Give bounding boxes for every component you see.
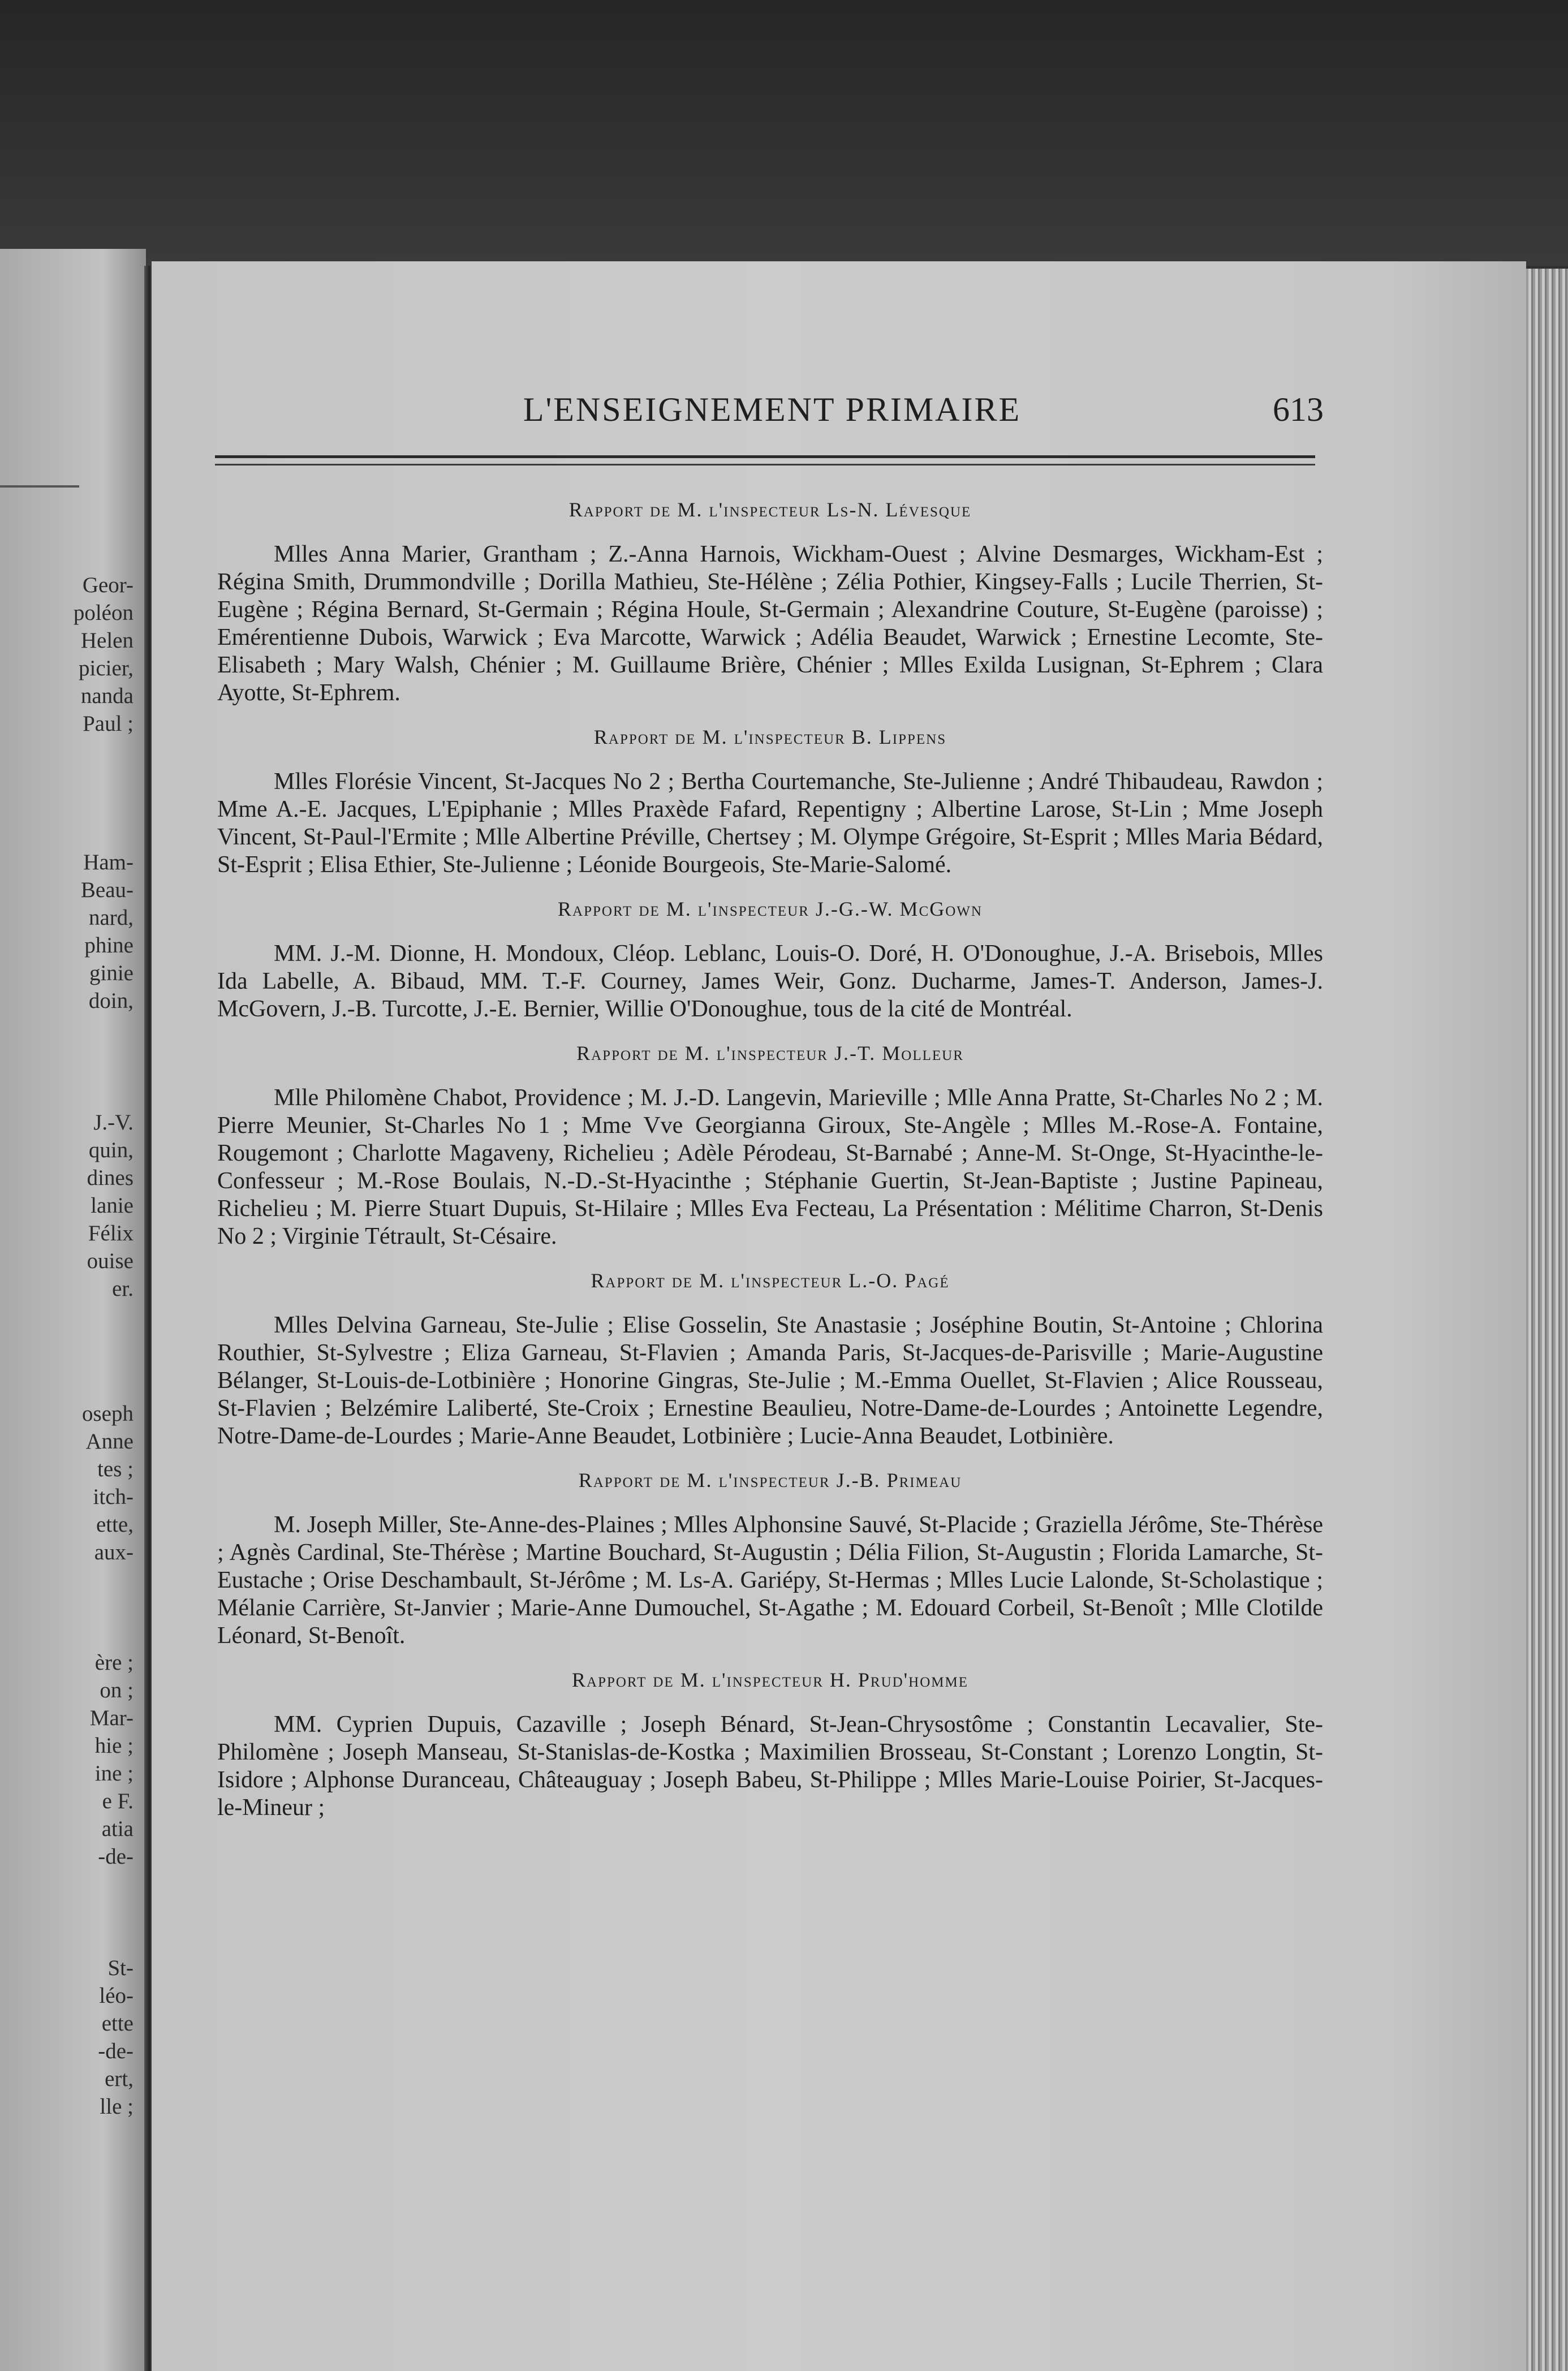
facing-page-line: lanie: [91, 1193, 133, 1218]
facing-page: [0, 249, 146, 2371]
facing-page-text-block: [82, 1400, 133, 1566]
facing-page-line: poléon: [73, 601, 133, 625]
facing-page-text-block: [90, 1649, 133, 1870]
facing-page-line: Geor-: [82, 573, 133, 597]
section-body: M. Joseph Miller, Ste-Anne-des-Plaines ; Mlles Alphonsine Sauvé, St-Placide ; Graziella Jérôme, Ste-Thérèse ; Agnès Cardinal, Ste-Thérèse ; Martine Bouchard, St-Augustin ; Délia Filion, St-Augustin ; Florida Lamarche, St-Eustache ; Orise Deschambault, St-Jérôme ; M. Ls-A. Gariépy, St-Hermas ; Mlles Lucie Lalonde, St-Scholastique ; Mélanie Carrière, St-Janvier ; Marie-Anne Dumouchel, St-Agathe ; M. Edouard Corbeil, St-Benoît ; Mlle Clotilde Léonard, St-Benoît.: [217, 1512, 1323, 1649]
facing-page-line: doin,: [88, 989, 133, 1013]
facing-page-line: Mar-: [89, 1706, 133, 1730]
section-heading: Rapport de M. l'inspecteur J.-T. Molleur: [576, 1042, 964, 1064]
facing-page-line: dines: [87, 1166, 133, 1190]
section-heading: Rapport de M. l'inspecteur L.-O. Pagé: [591, 1269, 950, 1292]
facing-page-line: ouise: [87, 1249, 133, 1273]
section-body: Mlles Anna Marier, Grantham ; Z.-Anna Harnois, Wickham-Ouest ; Alvine Desmarges, Wickham-Est ; Régina Smith, Drummondville ; Dorilla Mathieu, Ste-Hélène ; Zélia Pothier, Kingsey-Falls ; Lucile Therrien, St-Eugène ; Régina Bernard, St-Germain ; Régina Houle, St-Germain ; Alexandrine Couture, St-Eugène (paroisse) ; Emérentienne Dubois, Warwick ; Eva Marcotte, Warwick ; Adélia Beaudet, Warwick ; Ernestine Lecomte, Ste-Elisabeth ; Mary Walsh, Chénier ; M. Guillaume Brière, Chénier ; Mlles Exilda Lusignan, St-Ephrem ; Clara Ayotte, St-Ephrem.: [217, 541, 1323, 706]
facing-page-line: aux-: [94, 1540, 133, 1564]
facing-page-line: -de-: [98, 2039, 133, 2063]
section-heading: Rapport de M. l'inspecteur J.-B. Primeau: [578, 1469, 962, 1491]
section-body: Mlles Florésie Vincent, St-Jacques No 2 ; Bertha Courtemanche, Ste-Julienne ; André Thibaudeau, Rawdon ; Mme A.-E. Jacques, L'Epiphanie ; Mlles Praxède Fafard, Repentigny ; Albertine Larose, St-Lin ; Mme Joseph Vincent, St-Paul-l'Ermite ; Mlle Albertine Préville, Chertsey ; M. Olympe Grégoire, St-Esprit ; Mlles Maria Bédard, St-Esprit ; Elisa Ethier, Ste-Julienne ; Léonide Bourgeois, Ste-Marie-Salomé.: [217, 769, 1323, 878]
section: [217, 1468, 1323, 1650]
section-heading: Rapport de M. l'inspecteur J.-G.-W. McGown: [558, 898, 983, 920]
facing-page-line: Paul ;: [83, 712, 133, 736]
facing-page-line: Beau-: [80, 878, 133, 902]
section-body: Mlles Delvina Garneau, Ste-Julie ; Elise Gosselin, Ste Anastasie ; Joséphine Boutin, St-Antoine ; Chlorina Routhier, St-Sylvestre ; Eliza Garneau, St-Flavien ; Amanda Paris, St-Jacques-de-Parisville ; Marie-Augustine Bélanger, St-Louis-de-Lotbinière ; Honorine Gingras, Ste-Julie ; M.-Emma Ouellet, St-Flavien ; Alice Rousseau, St-Flavien ; Belzémire Laliberté, Ste-Croix ; Ernestine Beaulieu, Notre-Dame-de-Lourdes ; Antoinette Legendre, Notre-Dame-de-Lourdes ; Marie-Anne Beaudet, Lotbinière ; Lucie-Anna Beaudet, Lotbinière.: [217, 1312, 1323, 1449]
facing-page-line: ère ;: [94, 1650, 133, 1675]
facing-page-line: ginie: [89, 961, 133, 985]
facing-page-line: ette,: [96, 1512, 133, 1537]
page-edges: [1526, 269, 1568, 2371]
facing-page-line: hie ;: [94, 1734, 133, 1758]
header-rule-thin: [215, 464, 1315, 465]
facing-page-line: -de-: [98, 1844, 133, 1869]
facing-page-line: ette: [101, 2011, 133, 2036]
facing-page-line: quin,: [88, 1138, 133, 1162]
facing-page-line: nanda: [80, 684, 133, 708]
page-number: 613: [1273, 391, 1324, 428]
facing-page-line: itch-: [93, 1485, 133, 1509]
facing-page-line: on ;: [100, 1678, 133, 1702]
facing-page-text-block: [87, 1109, 133, 1303]
facing-page-line: Anne: [85, 1429, 133, 1454]
section: [217, 1668, 1323, 1822]
background-dark: [0, 0, 1568, 266]
facing-page-line: er.: [112, 1277, 133, 1301]
facing-page-text-block: [98, 1954, 133, 2120]
facing-page-line: Helen: [80, 628, 133, 653]
section-body: MM. J.-M. Dionne, H. Mondoux, Cléop. Leblanc, Louis-O. Doré, H. O'Donoughue, J.-A. Brisebois, Mlles Ida Labelle, A. Bibaud, MM. T.-F. Courney, James Weir, Gonz. Ducharme, James-T. Anderson, James-J. McGovern, J.-B. Turcotte, J.-E. Bernier, Willie O'Donoughue, tous de la cité de Montréal.: [217, 941, 1323, 1022]
facing-page-line: nard,: [88, 906, 133, 930]
facing-page-line: oseph: [82, 1402, 133, 1426]
facing-page-line: phine: [84, 933, 133, 958]
section-body: Mlle Philomène Chabot, Providence ; M. J.-D. Langevin, Marieville ; Mlle Anna Pratte, St-Charles No 2 ; M. Pierre Meunier, St-Charles No 1 ; Mme Vve Georgianna Giroux, Ste-Angèle ; Mlles M.-Rose-A. Fontaine, Rougemont ; Charlotte Magaveny, Richelieu ; Adèle Pérodeau, St-Barnabé ; Anne-M. St-Onge, St-Hyacinthe-le-Confesseur ; M.-Rose Boulais, N.-D.-St-Hyacinthe ; Stéphanie Guertin, St-Jean-Baptiste ; Justine Papineau, Richelieu ; M. Pierre Stuart Dupuis, St-Hilaire ; Mlles Eva Fecteau, La Présentation : Mélitime Charron, St-Denis No 2 ; Virginie Tétrault, St-Césaire.: [217, 1085, 1323, 1249]
facing-page-line: Ham-: [83, 850, 133, 874]
facing-page-line: St-: [107, 1956, 133, 1980]
facing-page-line: picier,: [79, 656, 133, 680]
facing-page-line: Félix: [88, 1221, 133, 1245]
section-body: MM. Cyprien Dupuis, Cazaville ; Joseph Bénard, St-Jean-Chrysostôme ; Constantin Lecavalier, Ste-Philomène ; Joseph Manseau, St-Stanislas-de-Kostka ; Maximilien Brosseau, St-Constant ; Lorenzo Longtin, St-Isidore ; Alphonse Duranceau, Châteauguay ; Joseph Babeu, St-Philippe ; Mlles Marie-Louise Poirier, St-Jacques-le-Mineur ;: [217, 1712, 1323, 1821]
facing-page-line: ert,: [105, 2067, 133, 2091]
running-title: L'ENSEIGNEMENT PRIMAIRE: [523, 391, 1022, 428]
facing-page-line: J.-V.: [93, 1110, 133, 1135]
page-content: [217, 498, 1323, 1840]
facing-page-line: e F.: [102, 1789, 133, 1813]
facing-page-text-block: [74, 571, 133, 738]
facing-page-text-block: [81, 848, 133, 1015]
section: [217, 897, 1323, 1023]
header-rule: [215, 455, 1315, 458]
facing-page-line: atia: [101, 1817, 133, 1841]
running-head: [221, 390, 1324, 436]
facing-page-line: tes ;: [97, 1457, 133, 1481]
section-heading: Rapport de M. l'inspecteur B. Lippens: [593, 726, 947, 748]
facing-page-line: lle ;: [100, 2094, 133, 2119]
section: [217, 498, 1323, 707]
section: [217, 1269, 1323, 1450]
facing-page-rule: [0, 485, 79, 488]
section: [217, 1041, 1323, 1251]
section-heading: Rapport de M. l'inspecteur Ls-N. Lévesque: [568, 498, 972, 521]
facing-page-line: léo-: [99, 1984, 133, 2008]
section: [217, 725, 1323, 879]
section-heading: Rapport de M. l'inspecteur H. Prud'homme: [572, 1669, 968, 1691]
facing-page-line: ine ;: [94, 1761, 133, 1786]
